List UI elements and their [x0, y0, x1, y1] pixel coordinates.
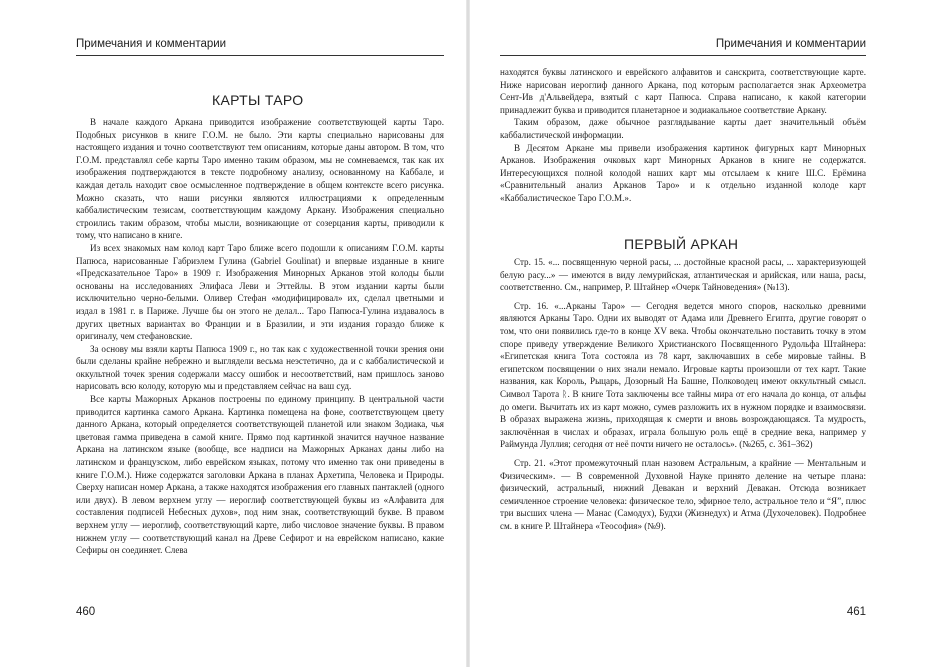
note-item: Стр. 16. «...Арканы Таро» — Сегодня ведется много споров, насколько древними являются Арканы Таро. Одни их выводят от Адама или Древнего Египта, другие говорят о том, что они появились где-то в конце XV века. Чтобы окончательно поставить точку в этом споре приведу утверждение Великого Христианского Посвященного Рудольфа Штайнера: «Египетская книга Тота состояла из 78 карт, заключавших в себе мировые тайны. В египетском посвящении о них знали немало. Игровые карты произошли от тех карт. Такие названия, как Король, Рыцарь, Дозорный На Башне, Полководец имеют оккультный смысл. Символ Тарота ᚱ. В книге Тота заключены все тайны мира от его начала до конца, от альфы до омеги. Вычитать их из карт можно, сумев разложить их в нужном порядке и взаимосвязи. В образах выражена жизнь, приходящая к смерти и вновь возрождающаяся. Та мудрость, заключённая в числах и образах, играла большую роль ещё в средние века, например у Раймунда Луллия; сегодня от неё почти ничего не осталось». (№265, с. 361–362) — [500, 300, 866, 450]
page-number-left: 460 — [76, 606, 96, 618]
header-rule-right — [500, 55, 866, 56]
running-head-left: Примечания и комментарии — [76, 38, 227, 50]
header-rule-left — [76, 55, 444, 56]
paragraph: Из всех знакомых нам колод карт Таро ближе всего подошли к описаниям Г.О.М. карты Папюса, нарисованные Габриэлем Гулина (Gabriel Goulinat) и впервые изданные в книге «Предсказательное Таро» в 1909 г. Изображения Минорных Арканов этой колоды были основаны на исследованиях Элифаса Леви и Эттейлы. В этом издании карты были исключительно черно-белыми. Оливер Стефан «модифицировал» их, сделал цветными и издал в 1981 г. в Париже. Лучше бы он этого не делал... Таро Папюса-Гулина издавалось в других цветных вариантах во Франции и в Бразилии, и эти издания гораздо ближе к оригиналу, чем стефановские. — [76, 242, 444, 342]
paragraph: Все карты Мажорных Арканов построены по единому принципу. В центральной части приводится картинка самого Аркана. Картинка помещена на фоне, соответствующем цвету данного Аркана, который определяется соответствующей планетой или знаком Зодиака, чья цветовая гамма приведена в самой книге. Прямо под картинкой значится научное название Аркана на латинском языке (вообще, все надписи на Мажорных Арканах даны либо на латинском и французском, либо еврейском языках, потому что именно так они приведены в книге Г.О.М.). Ниже содержатся заголовки Аркана в планах Архетипа, Человека и Природы. Сверху написан номер Аркана, а также находятся изображения его главных пантаклей (одного или двух). В левом верхнем углу — иероглиф соответствующей буквы из «Алфавита для составления подписей Небесных духов», под ним знак, соответствующий букве. В правом верхнем углу — иероглиф, соответствующий карте, либо числовое значение буквы. В правом нижнем углу — соответствующий канал на Древе Сефирот и на еврейском написано, какие Сефиры он соединяет. Слева — [76, 394, 444, 556]
paragraph: В начале каждого Аркана приводится изображение соответствующей карты Таро. Подобных рисунков в книге Г.О.М. не было. Эти карты специально нарисованы для настоящего издания и точно соответствуют тем описаниям, которые даны автором. В том, что Г.О.М. представлял себе карты Таро именно таким образом, мы не сомневаемся, так как их изображения подтверждаются в тексте подробному анализу, основанному на Каббале, и каждая деталь находит свое осмысленное подтверждение в общем контексте всего рисунка. Можно сказать, что наши рисунки являются иллюстрациями к определенным каббалистическим тезисам, соответствующим каждому Аркану. Изображения специально строились таким образом, чтобы мысли, возникающие от созерцания карты, приводили к тому, что написано в книге. — [76, 117, 444, 241]
right-body-text — [500, 66, 866, 205]
paragraph: находятся буквы латинского и еврейского алфавитов и санскрита, соответствующие карте. Ниже нарисован иероглиф данного Аркана, под которым располагается знак Археометра Сент-Ив д'Альвейдера, взятый с карт Папюса. Справа написано, к какой категории принадлежит буква и приводится планетарное и зодиакальное соответствие Аркану. — [500, 67, 866, 115]
chapter-title-cards: КАРТЫ ТАРО — [212, 92, 304, 108]
notes-section — [500, 256, 866, 538]
chapter-title-first-arcanum: ПЕРВЫЙ АРКАН — [624, 236, 739, 252]
paragraph: Таким образом, даже обычное разглядывание карты дает значительный объём каббалистической информации. — [500, 117, 866, 140]
paragraph: В Десятом Аркане мы привели изображения картинок фигурных карт Минорных Арканов. Изображения очковых карт Минорных Арканов в книге не содержатся. Интересующихся полной колодой наших карт мы отсылаем к книге Ш.С. Ерёмина «Сравнительный анализ Арканов Таро» и к отдельно изданной колоде карт «Каббалистическое Таро Г.О.М.». — [500, 142, 866, 203]
left-body-text — [76, 116, 444, 557]
paragraph: За основу мы взяли карты Папюса 1909 г., но так как с художественной точки зрения они были сделаны крайне небрежно и выглядели весьма неэстетично, да и с каббалистической и оккультной точек зрения содержали массу ошибок и несоответствий, нам пришлось заново нарисовать всю колоду, которую мы и представляем сейчас на ваш суд. — [76, 343, 444, 392]
page-number-right: 461 — [846, 606, 866, 618]
note-item: Стр. 15. «... посвященную черной расы, ... достойные красной расы, ... характеризующей белую расу...» — имеются в виду лемурийская, атлантическая и арийская, или наша, расы, соответственно. См., например, Р. Штайнер «Очерк Тайноведения» (№13). — [500, 257, 866, 293]
running-head-right: Примечания и комментарии — [715, 38, 866, 50]
note-item: Стр. 21. «Этот промежуточный план назовем Астральным, а крайние — Ментальным и Физическим». — В современной Духовной Науке принято деление на четыре плана: физический, астральный, нижний Девакан и верхний Девакан. Отсюда возникает семичленное строение человека: физическое тело, эфирное тело, астральное тело и “Я”, плюс три высших члена — Манас (Самодух), Будхи (Жизнедух) и Атма (Духочеловек). Подробнее см. в книге Р. Штайнера «Теософия» (№9). — [500, 457, 866, 531]
